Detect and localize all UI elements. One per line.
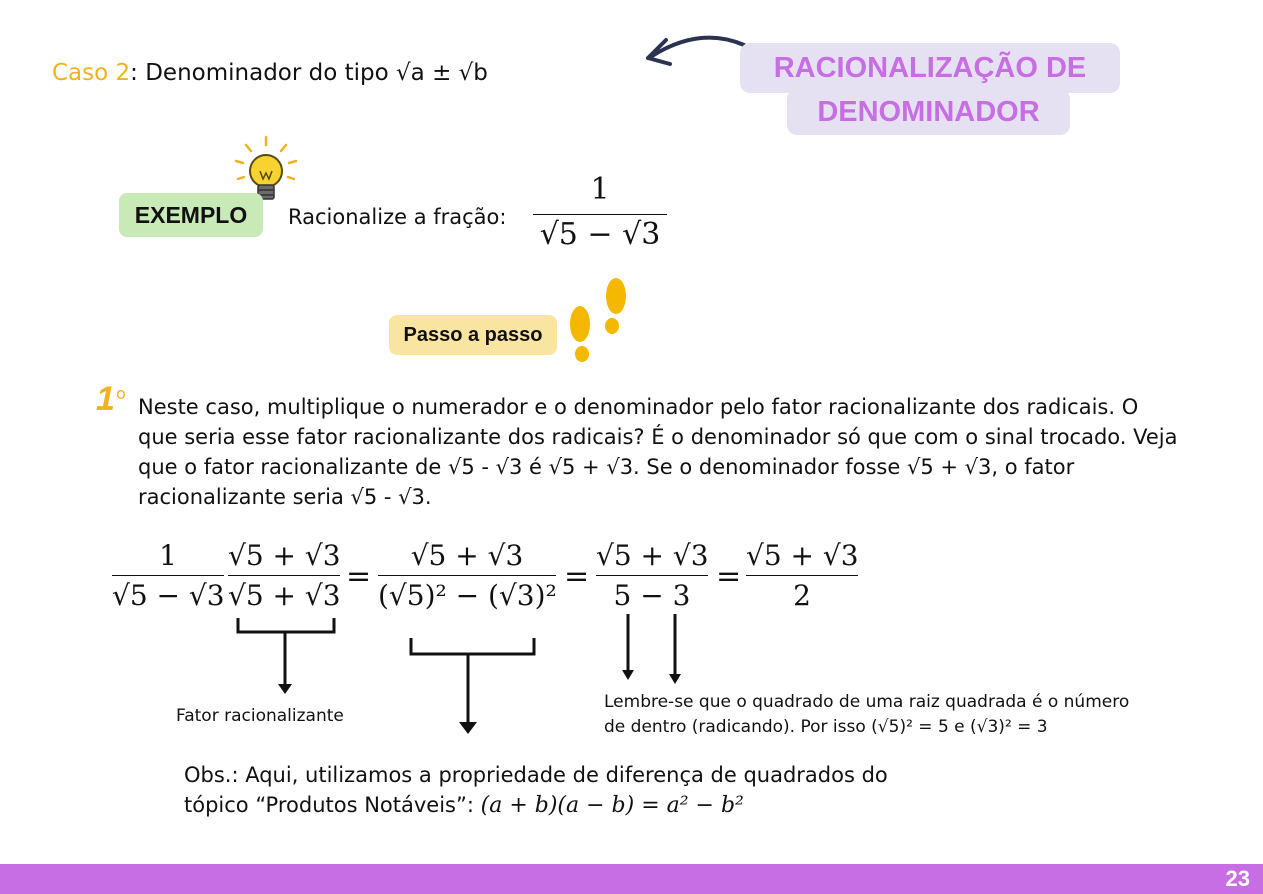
equals-sign: = — [346, 559, 372, 594]
obs-formula: (a + b)(a − b) = a² − b² — [480, 793, 744, 818]
reminder-line-2: de dentro (radicando). Por isso (√5)² = 5 e (√3)² = 3 — [604, 717, 1048, 737]
footer-bar — [0, 864, 1263, 894]
step-ordinal: o — [116, 384, 126, 403]
reminder-line-1: Lembre-se que o quadrado de uma raiz quadrada é o número — [604, 692, 1130, 712]
eq-f1-numerator: 1 — [159, 539, 177, 572]
example-badge: EXEMPLO — [119, 193, 263, 237]
banner-line-1: RACIONALIZAÇÃO DE — [740, 43, 1120, 93]
example-instruction: Racionalize a fração: — [288, 205, 507, 229]
eq-f3-numerator: √5 + √3 — [410, 539, 524, 572]
eq-f2-numerator: √5 + √3 — [228, 539, 341, 572]
page-number: 23 — [1225, 866, 1250, 891]
obs-line-2 — [184, 790, 888, 821]
eq-f5-denominator: 2 — [793, 579, 811, 612]
equals-sign: = — [716, 559, 742, 594]
example-fraction — [533, 172, 667, 252]
obs-line-1: Obs.: Aqui, utilizamos a propriedade de diferença de quadrados do — [184, 763, 888, 787]
obs-line-2-text: tópico “Produtos Notáveis”: — [184, 793, 481, 817]
equals-sign: = — [564, 559, 590, 594]
step-1-text: Neste caso, multiplique o numerador e o denominador pelo fator racionalizante dos radicais. O que seria esse fator racionalizante dos radicais? É o denominador só que com o sinal trocado. Veja que o fator racionalizante de √5 - √3 é √5 + √3. Se o denominador fosse √5 + √3, o fator racionalizante seria √5 - √3. — [138, 395, 1178, 509]
banner-line-2: DENOMINADOR — [787, 89, 1070, 135]
steps-badge: Passo a passo — [389, 315, 557, 355]
observation — [184, 760, 888, 821]
eq-f4-numerator: √5 + √3 — [596, 539, 709, 572]
eq-f5-numerator: √5 + √3 — [746, 539, 859, 572]
case-label: Caso 2 — [52, 60, 131, 86]
eq-f4-denominator: 5 − 3 — [613, 579, 691, 612]
fraction-bar — [533, 214, 667, 215]
topic-banner — [740, 43, 1120, 135]
arrow-curved-left-icon — [640, 30, 750, 75]
case-title — [52, 60, 488, 86]
eq-f3-denominator: (√5)² − (√3)² — [378, 579, 557, 612]
case-title-text: : Denominador do tipo √a ± √b — [130, 60, 488, 86]
eq-f2-denominator: √5 + √3 — [228, 579, 341, 612]
eq-f1-denominator: √5 − √3 — [112, 579, 225, 612]
example-fraction-numerator: 1 — [590, 172, 610, 207]
footprints-icon — [562, 276, 634, 366]
step-number: 1 — [96, 380, 115, 418]
example-fraction-denominator: √5 − √3 — [539, 217, 661, 252]
factor-label: Fator racionalizante — [176, 706, 344, 726]
